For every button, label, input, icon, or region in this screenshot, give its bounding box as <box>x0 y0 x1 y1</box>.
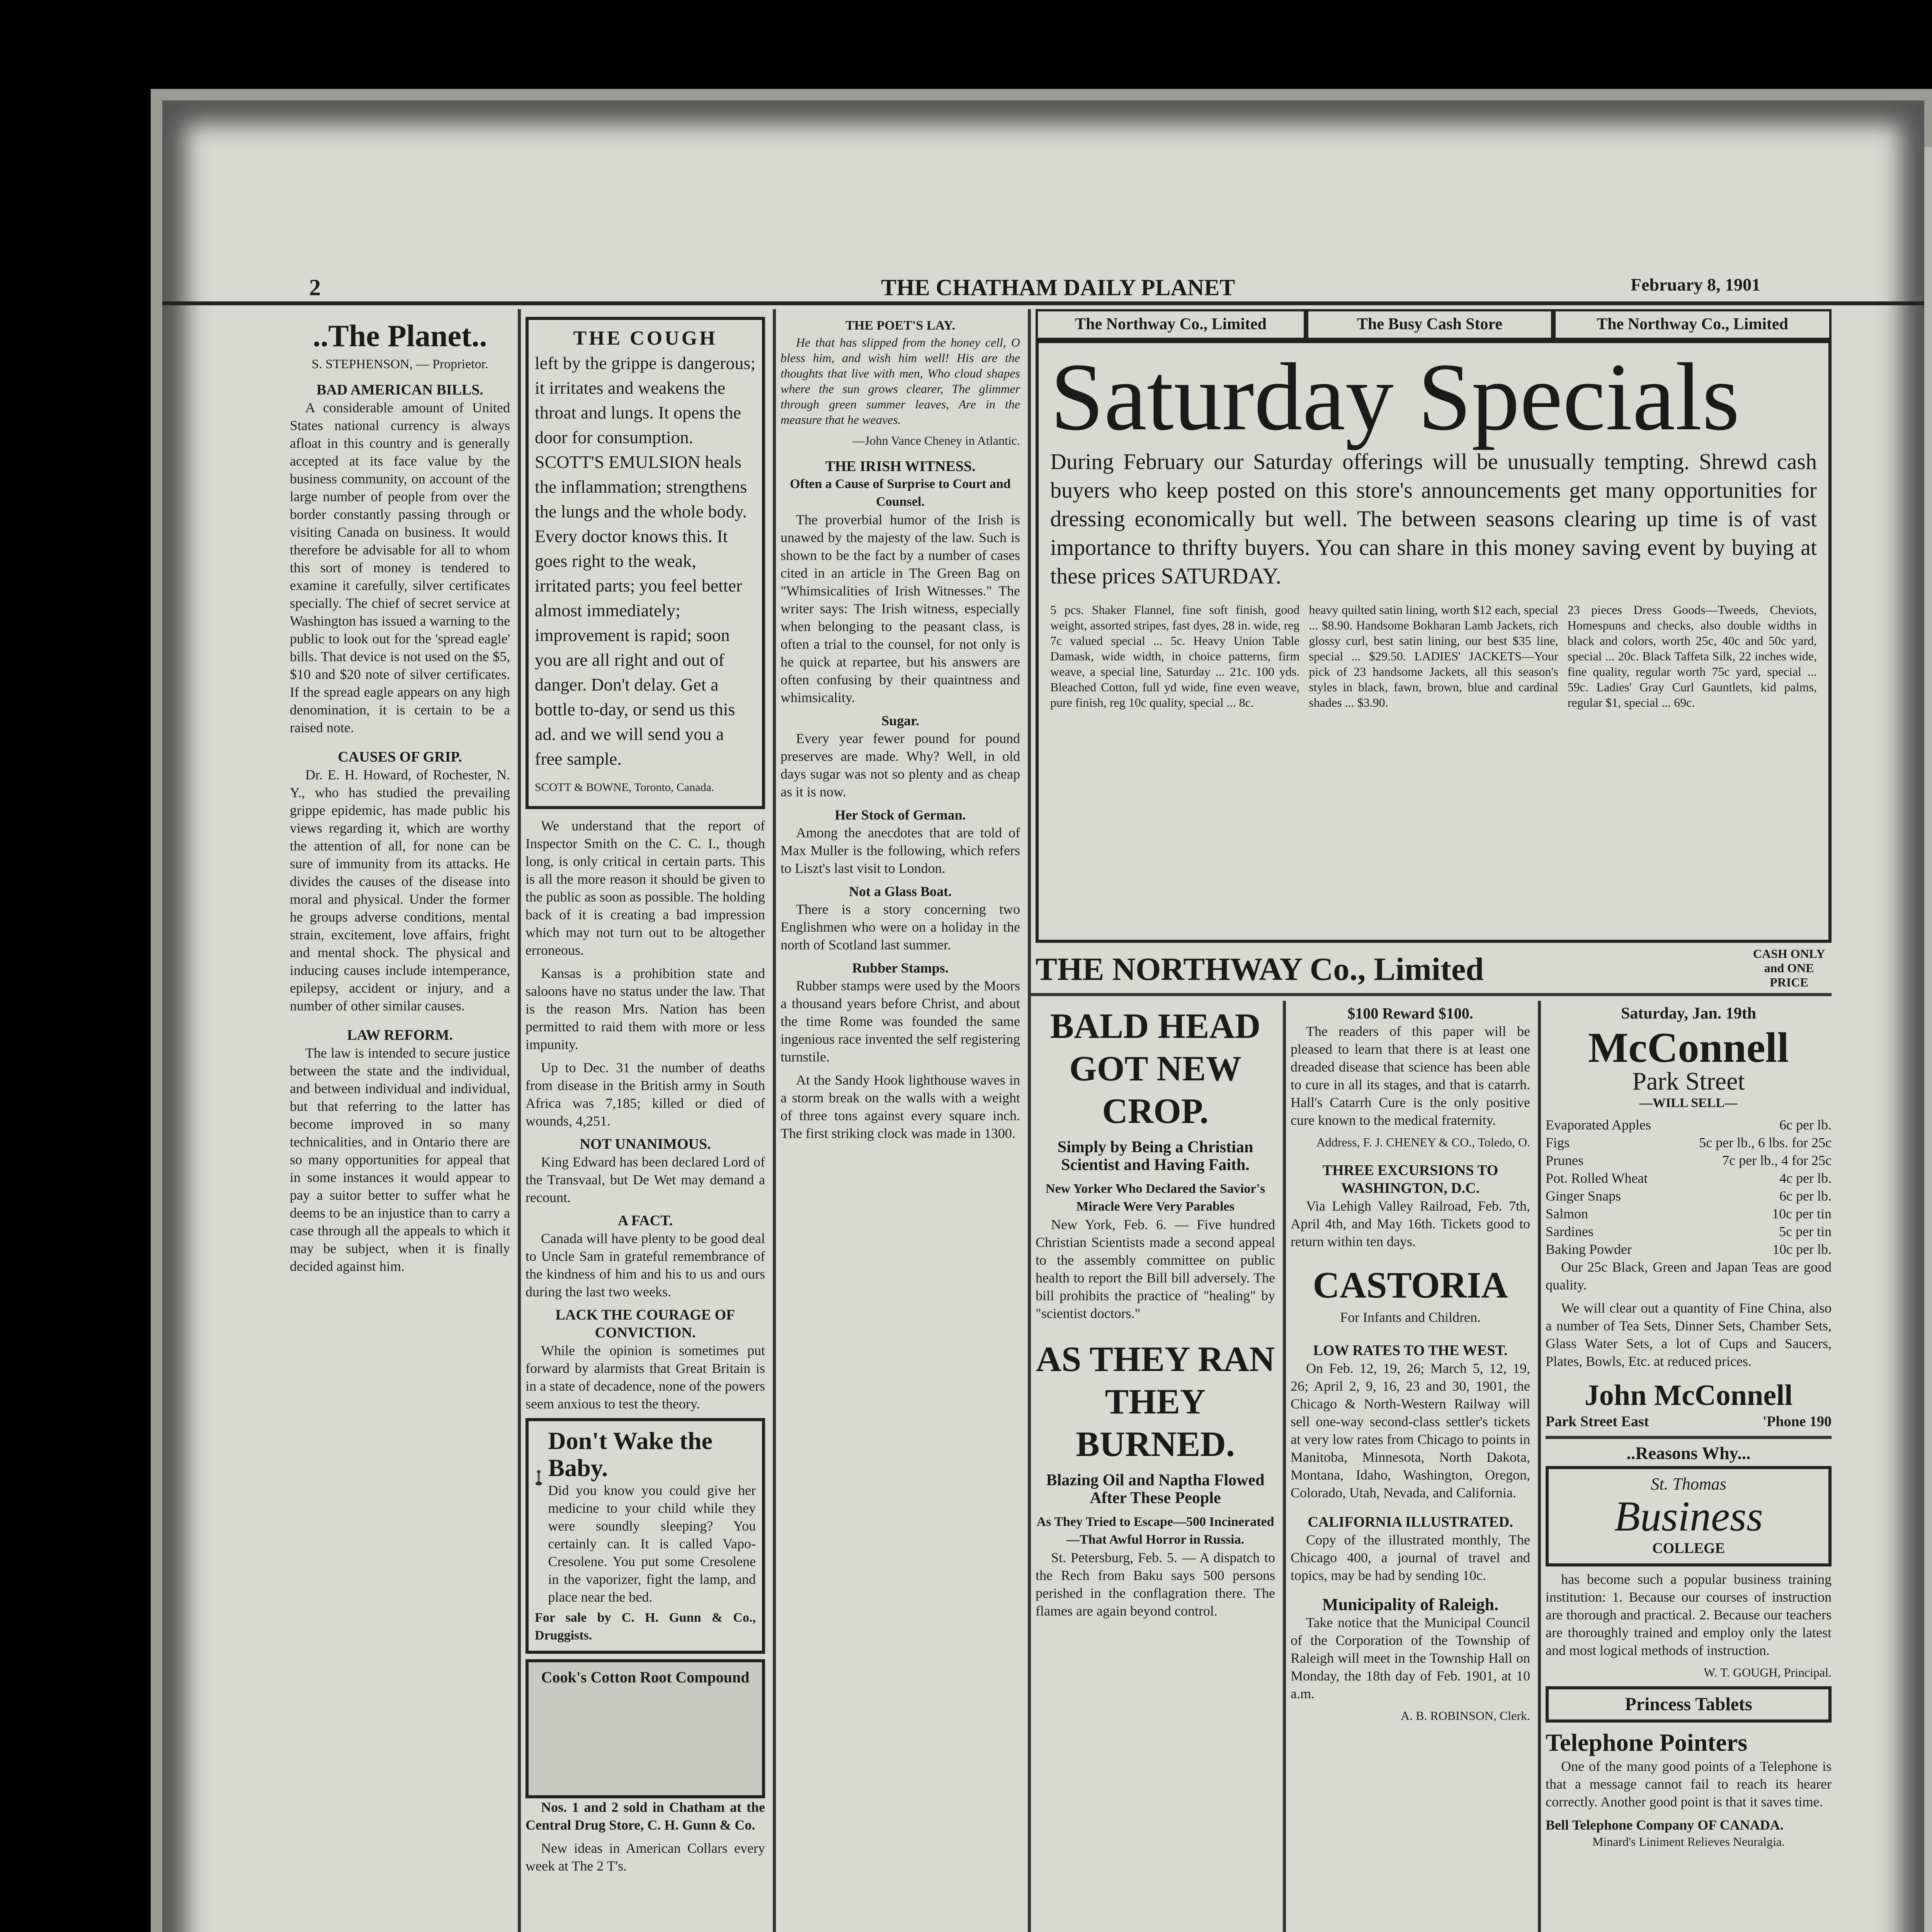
item-price: 6c per lb. <box>1779 1188 1832 1204</box>
section-heading: Rubber Stamps. <box>852 960 949 976</box>
item-name: Salmon <box>1546 1206 1588 1221</box>
article-body: A considerable amount of United States national currency is always afloat in this country and is generally accepted at its face value by the business community, on account of the large number of people from over the border constantly passing through or visiting Canada on business. It would therefore be advisable for all to whom this sort of money is tendered to examine it carefully, silver certificates specially. The chief of secret service at Washington has issued a warning to the public to look out for the 'spread eagle' bills. That device is not used on the $5, $10 and $20 note of silver certificates. If the spread eagle appears on any high denomination, it is certain to be a raised note. <box>290 400 510 735</box>
section-heading: BAD AMERICAN BILLS. <box>316 382 483 398</box>
ad-heading: Princess Tablets <box>1625 1694 1752 1714</box>
item-name: Pot. Rolled Wheat <box>1546 1170 1648 1186</box>
divider <box>1028 993 1832 996</box>
ad-body: Did you know you could give her medicine to your child while they were soundly sleeping? You certainly can. It is called Vapo-Cresolene. You put some Cresolene in the vaporizer, fight the lamp, and place near the bed. <box>548 1483 756 1605</box>
college-city: St. Thomas <box>1651 1475 1726 1493</box>
item-name: Evaporated Apples <box>1546 1117 1651 1133</box>
northway-banner: THE NORTHWAY Co., Limited <box>1036 951 1484 987</box>
telephone-body: One of the many good points of a Telephone is that a message cannot fail to reach its hearer correctly. Another good point is that it saves time. <box>1546 1759 1832 1810</box>
price-row <box>1546 1187 1832 1205</box>
paper-title: ..The Planet.. <box>313 319 487 353</box>
price-list: 23 pieces Dress Goods—Tweeds, Cheviots, Homespuns and checks, also double widths in black and colors, worth 25c, 40c and 50c yard, special ... 20c. Black Taffeta Silk, 22 inches wide, fine quality, regular worth 75c yard, special ... 59c. Ladies' Gray Curl Gauntlets, kid palms, regular $1, special ... 69c. <box>1567 603 1817 709</box>
article-body: Among the anecdotes that are told of Max Muller is the following, which refers to Liszt's last visit to London. <box>781 825 1020 876</box>
newspaper-page <box>162 100 1924 1932</box>
section-heading: CAUSES OF GRIP. <box>338 749 462 765</box>
castoria-subtitle: For Infants and Children. <box>1340 1310 1481 1325</box>
article-body: Kansas is a prohibition state and saloons have no status under the law. That is the reason Mrs. Nation has been permitted to raid them with more or less impunity. <box>526 966 765 1052</box>
article-body: Every year fewer pound for pound preserves are made. Why? Well, in old days sugar was not so plenty and as cheap as it is now. <box>781 731 1020 799</box>
column-rule <box>518 309 521 1932</box>
page-edge <box>1924 147 1932 1932</box>
headline: AS THEY RAN <box>1036 1339 1275 1379</box>
column-three <box>781 317 1020 1932</box>
sale-date: Saturday, Jan. 19th <box>1621 1005 1757 1022</box>
article-body: King Edward has been declared Lord of the Transvaal, but De Wet may demand a recount. <box>526 1154 765 1205</box>
item-price: 6c per lb. <box>1779 1117 1832 1133</box>
section-heading: $100 Reward $100. <box>1347 1005 1473 1022</box>
reasons-heading: ..Reasons Why... <box>1626 1443 1751 1463</box>
cash-only-note: CASH ONLY and ONE PRICE <box>1753 947 1825 989</box>
section-heading: CALIFORNIA ILLUSTRATED. <box>1308 1514 1513 1530</box>
castoria-title: CASTORIA <box>1313 1264 1508 1306</box>
issue-date: February 8, 1901 <box>1631 275 1761 294</box>
headline: GOT NEW CROP. <box>1069 1049 1242 1131</box>
poem-signature: —John Vance Cheney in Atlantic. <box>852 434 1020 447</box>
price-row <box>1546 1151 1832 1169</box>
subheadline: As They Tried to Escape—500 Incinerated—That Awful Horror in Russia. <box>1036 1515 1274 1547</box>
section-heading: Municipality of Raleigh. <box>1322 1595 1498 1614</box>
subheadline: New Yorker Who Declared the Savior's Miracle Were Very Parables <box>1045 1182 1265 1214</box>
store-name: McConnell <box>1588 1024 1789 1071</box>
ad-intro: During February our Saturday offerings will be unusually tempting. Shrewd cash buyers who keep posted on this store's announcements get many opportunities for dressing economically but well. The between seasons clearing up time is of vast importance to thrifty buyers. You can share in this money saving event by buying at these prices SATURDAY. <box>1050 449 1817 588</box>
article-body: While the opinion is sometimes put forward by alarmists that Great Britain is in a state of decadence, none of the powers seem anxious to test the theory. <box>526 1343 765 1412</box>
section-heading: THE IRISH WITNESS. <box>825 458 976 474</box>
telephone-heading: Telephone Pointers <box>1546 1729 1748 1756</box>
article-body: St. Petersburg, Feb. 5. — A dispatch to the Rech from Baku says 500 persons perished in the conflagration there. The flames are again beyond control. <box>1036 1550 1275 1619</box>
column-news <box>1036 1005 1275 1932</box>
article-body: New York, Feb. 6. — Five hundred Christian Scientists made a second appeal to the assembly committee on public health to report the Bill bill adversely. The bill prohibits the practice of "healing" by "scientist doctors." <box>1036 1217 1275 1321</box>
price-row <box>1546 1205 1832 1223</box>
price-list: 5 pcs. Shaker Flannel, fine soft finish, good weight, assorted stripes, fast dyes, 28 in. wide, reg 7c valued special ... 5c. Heavy Union Table Damask, wide width, in choice patterns, firm weave, a special line, Saturday ... 21c. 100 yds. Bleached Cotton, full yd wide, fine even weave, pure finish, reg 10c quality, special ... 8c. <box>1050 603 1300 709</box>
signature: Address, F. J. CHENEY & CO., Toledo, O. <box>1316 1135 1530 1149</box>
college-label: COLLEGE <box>1652 1540 1725 1556</box>
poem-body: He that has slipped from the honey cell, O bless him, and wish him well! His are the thoughts that live with men, Who cloud shapes where the sun grows clearer, The glimmer through green summer leaves, Are in the measure that he weaves. <box>781 335 1020 427</box>
section-heading: Sugar. <box>881 713 919 728</box>
section-heading: Not a Glass Boat. <box>849 884 952 899</box>
section-heading: A FACT. <box>617 1213 673 1229</box>
signature: A. B. ROBINSON, Clerk. <box>1400 1709 1530 1723</box>
subheadline: Simply by Being a Christian Scientist and Having Faith. <box>1057 1138 1253 1174</box>
college-word: Business <box>1614 1493 1763 1540</box>
price-row <box>1546 1169 1832 1187</box>
masthead: THE CHATHAM DAILY PLANET <box>881 275 1235 300</box>
item-price: 5c per lb., 6 lbs. for 25c <box>1699 1135 1832 1150</box>
divider <box>1546 1436 1832 1439</box>
section-heading: LACK THE COURAGE OF CONVICTION. <box>555 1307 735 1341</box>
northway-tab: The Northway Co., Limited <box>1036 309 1306 340</box>
price-list: heavy quilted satin lining, worth $12 each, special ... $8.90. Handsome Bokharan Lamb Jackets, rich glossy curl, best satin lining, our best $35 line, special ... $29.50. LADIES' JACKETS—Your pick of 23 handsome Jackets, all this season's styles in black, fawn, brown, blue and cardinal shades ... $3.90. <box>1309 603 1558 709</box>
poem-heading: THE POET'S LAY. <box>845 318 955 333</box>
scotts-emulsion-ad <box>526 317 765 809</box>
page-header <box>162 270 1924 305</box>
article-body: Dr. E. H. Howard, of Rochester, N. Y., who has studied the prevailing grippe epidemic, has made public his views regarding it, which are worthy the attention of all, for none can be sure of immunity from its attacks. He divides the causes of the disease into moral and physical. Under the former he groups adverse conditions, mental strain, excitement, love affairs, fright and mental shock. The physical and inducing causes include intemperance, epilepsy, accident or injury, and a number of other similar causes. <box>290 767 510 1014</box>
ad-signature: SCOTT & BOWNE, Toronto, Canada. <box>535 781 714 794</box>
item-name: Sardines <box>1546 1224 1594 1239</box>
column-rule <box>1283 1001 1286 1932</box>
section-heading: LAW REFORM. <box>347 1027 453 1043</box>
price-row <box>1546 1223 1832 1240</box>
subheadline: Blazing Oil and Naptha Flowed After These People <box>1046 1471 1265 1507</box>
college-body: has become such a popular business training institution: 1. Because our courses of instruction are thorough and practical. 2. Because our teachers are thoroughly trained and employ only the latest and most logical methods of instruction. <box>1546 1571 1832 1658</box>
china-note: We will clear out a quantity of Fine China, also a number of Tea Sets, Dinner Sets, Chamber Sets, Glass Water Sets, a lot of Cups and Saucers, Plates, Bowls, Etc. at reduced prices. <box>1546 1300 1832 1369</box>
vapo-cresolene-ad <box>526 1418 765 1654</box>
busy-cash-tab: The Busy Cash Store <box>1306 309 1553 340</box>
article-body: The proverbial humor of the Irish is unawed by the majesty of the law. Such is shown to be the fact by a number of cases cited in an article in The Green Bag on "Whimsicalities of Irish Witnesses." The writer says: The Irish witness, especially when belonging to the peasant class, is often a trial to the counsel, for not only is he quick at repartee, but his answers are often confusing by their quaintness and whimsicality. <box>781 512 1020 705</box>
column-editorial <box>290 317 510 1932</box>
article-body: On Feb. 12, 19, 26; March 5, 12, 19, 26; April 2, 9, 16, 23 and 30, 1901, the Chicago & North-Western Railway will sell one-way second-class settler's tickets at very low rates from Chicago to points in Manitoba, Minnesota, North Dakota, Montana, Idaho, Washington, Oregon, Colorado, Utah, Nevada, and California. <box>1291 1361 1530 1500</box>
cotton-root-ad <box>526 1659 765 1798</box>
proprietor-line: S. STEPHENSON, — Proprietor. <box>311 357 488 371</box>
ad-sale-line: For sale by C. H. Gunn & Co., Druggists. <box>535 1611 756 1643</box>
store-address: Park Street East <box>1546 1413 1649 1430</box>
article-body: The readers of this paper will be pleased to learn that there is at least one dreaded disease that science has been able to cure in all its stages, and that is catarrh. Hall's Catarrh Cure is the only positive cure known to the medical fraternity. <box>1291 1024 1530 1128</box>
store-street: Park Street <box>1632 1067 1745 1095</box>
item-price: 5c per tin <box>1779 1224 1832 1239</box>
article-body: Rubber stamps were used by the Moors a thousand years before Christ, and about the time Rome was founded the same ingenious race invented the self registering turnstile. <box>781 978 1020 1065</box>
article-body: Copy of the illustrated monthly, The Chicago 400, a journal of travel and topics, may be had by sending 10c. <box>1291 1532 1530 1583</box>
tea-note: Our 25c Black, Green and Japan Teas are good quality. <box>1546 1259 1832 1293</box>
item-name: Figs <box>1546 1135 1570 1150</box>
minard-note: Minard's Liniment Relieves Neuralgia. <box>1592 1835 1785 1849</box>
article-body: Canada will have plenty to be good deal to Uncle Sam in grateful remembrance of the kindness of him and his to us and ours during the last two weeks. <box>526 1231 765 1299</box>
college-logo <box>1546 1466 1832 1566</box>
ad-footer-line: Nos. 1 and 2 sold in Chatham at the Central Drug Store, C. H. Gunn & Co. <box>526 1799 765 1833</box>
column-two <box>526 317 765 1932</box>
column-rule <box>1538 1001 1541 1932</box>
price-list <box>1546 1116 1832 1258</box>
article-body: The law is intended to secure justice between the state and the individual, and between individual and individual, but that referring to the latter has become improved in so many technicalities, and in Ontario there are so many opportunities for appeal that in some instances it would appear to pay a suitor better to suffer what he deems to be an injustice than to carry a case through all the appeals to which it may be subject, when it is finally decided against him. <box>290 1045 510 1274</box>
price-row <box>1546 1134 1832 1151</box>
article-body: Via Lehigh Valley Railroad, Feb. 7th, April 4th, and May 16th. Tickets good to return within ten days. <box>1291 1198 1530 1249</box>
headline: BALD HEAD <box>1050 1006 1261 1046</box>
column-ads <box>1546 1005 1832 1932</box>
item-price: 7c per lb., 4 for 25c <box>1722 1153 1832 1168</box>
item-name: Prunes <box>1546 1153 1583 1168</box>
item-price: 10c per tin <box>1772 1206 1832 1221</box>
ad-footer-line: New ideas in American Collars every week at The 2 T's. <box>526 1840 765 1874</box>
section-heading: THREE EXCURSIONS TO WASHINGTON, D.C. <box>1322 1162 1498 1196</box>
saturday-specials-ad <box>1036 340 1832 943</box>
page-number: 2 <box>309 275 321 300</box>
princess-tablets-ad <box>1546 1686 1832 1723</box>
will-sell: —WILL SELL— <box>1639 1096 1738 1110</box>
article-body: Up to Dec. 31 the number of deaths from disease in the British army in South Africa was 7,185; killed or died of wounds, 4,251. <box>526 1060 765 1129</box>
item-name: Baking Powder <box>1546 1242 1632 1257</box>
bell-company: Bell Telephone Company OF CANADA. <box>1546 1817 1784 1833</box>
article-body: At the Sandy Hook lighthouse waves in a storm break on the walls with a weight of three tons against every square inch. The first striking clock was made in 1300. <box>781 1072 1020 1141</box>
ad-title: Saturday Specials <box>1050 344 1740 451</box>
ad-heading: Don't Wake the Baby. <box>548 1427 713 1481</box>
item-price: 10c per lb. <box>1772 1242 1832 1257</box>
article-body: We understand that the report of Inspector Smith on the C. C. I., though long, is only critical in certain parts. This is all the more reason it should be given to the public as soon as possible. The holding back of it is creating a bad impression which may not turn out to be altogether erroneous. <box>526 818 765 958</box>
section-subheading: Often a Cause of Surprise to Court and Counsel. <box>790 477 1011 509</box>
lamp-icon <box>535 1427 543 1528</box>
article-body: Take notice that the Municipal Council of the Corporation of the Township of Raleigh will meet in the Township Hall on Monday, the 18th day of Feb. 1901, at 10 a.m. <box>1291 1615 1530 1701</box>
section-heading: Her Stock of German. <box>835 807 966 823</box>
northway-tab: The Northway Co., Limited <box>1553 309 1832 340</box>
item-price: 4c per lb. <box>1779 1170 1832 1186</box>
ad-body: left by the grippe is dangerous; it irritates and weakens the throat and lungs. It opens the door for consumption. SCOTT'S EMULSION heals the inflammation; strengthens the lungs and the whole body. Every doctor knows this. It goes right to the weak, irritated parts; you feel better almost immediately; improvement is rapid; soon you are all right and out of danger. Don't delay. Get a bottle to-day, or send us this ad. and we will send you a free sample. <box>535 353 756 769</box>
section-heading: LOW RATES TO THE WEST. <box>1313 1342 1508 1359</box>
price-row <box>1546 1116 1832 1134</box>
column-notices <box>1291 1005 1530 1932</box>
headline: THEY BURNED. <box>1076 1382 1235 1464</box>
column-rule <box>773 309 776 1932</box>
store-phone: 'Phone 190 <box>1762 1413 1832 1430</box>
store-owner: John McConnell <box>1584 1379 1793 1412</box>
price-row <box>1546 1240 1832 1258</box>
item-name: Ginger Snaps <box>1546 1188 1621 1204</box>
column-rule <box>1028 309 1031 1932</box>
article-body: There is a story concerning two Englishmen who were on a holiday in the north of Scotland last summer. <box>781 901 1020 952</box>
signature: W. T. GOUGH, Principal. <box>1704 1665 1832 1679</box>
section-heading: NOT UNANIMOUS. <box>580 1136 711 1152</box>
ad-heading: Cook's Cotton Root Compound <box>541 1668 750 1686</box>
ad-heading: THE COUGH <box>573 327 718 349</box>
